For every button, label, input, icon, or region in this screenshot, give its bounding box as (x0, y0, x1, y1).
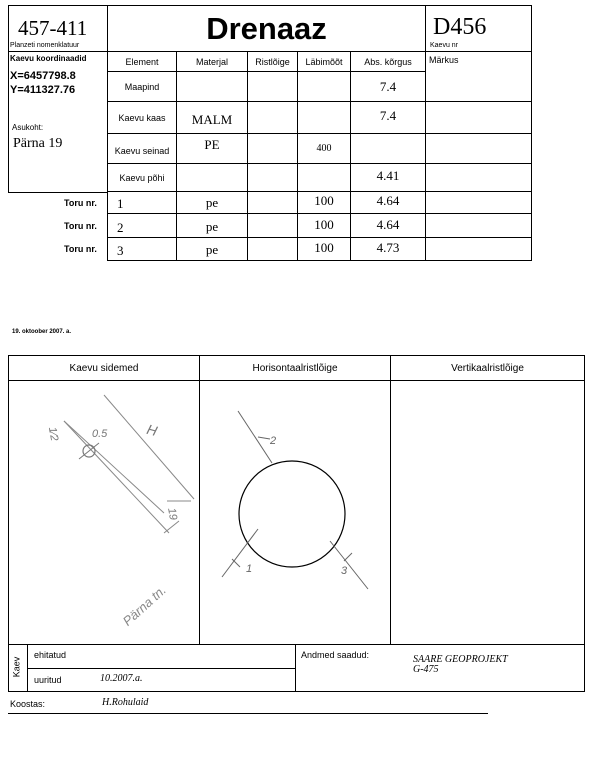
row-element: Kaevu põhi (119, 172, 165, 183)
coord-y: Y=411327.76 (10, 84, 76, 96)
section-horizontal: Horisontaalristlõige (252, 362, 338, 374)
compiled-value: H.Rohulaid (102, 697, 149, 708)
pipe-label: Toru nr. (64, 198, 97, 208)
pipe-elevation: 4.64 (376, 217, 400, 232)
row-element: Kaevu seinad (114, 145, 170, 156)
page-title: Drenaaz (206, 10, 327, 46)
pipe-label: Toru nr. (64, 221, 97, 231)
pipe-number: 3 (117, 243, 124, 258)
pipe-material: pe (205, 219, 219, 234)
row-element: Kaevu kaas (118, 112, 166, 123)
horizontal-section-sketch (200, 381, 390, 643)
coords-label: Kaevu koordinaadid (10, 54, 87, 63)
surveyed-label: uuritud (34, 675, 62, 685)
row-elevation: 4.41 (376, 167, 400, 183)
sketch-street-note: Pärna tn. (119, 582, 170, 629)
pipe-material: pe (205, 242, 219, 257)
col-header-notes: Märkus (429, 55, 459, 65)
sketch-h-note: H (145, 420, 160, 440)
row-material: PE (204, 137, 220, 152)
data-from-code: G-475 (413, 664, 439, 675)
surveyed-value: 10.2007.a. (100, 673, 143, 684)
pipe-elevation: 4.64 (376, 192, 400, 208)
col-header-cross: Ristlõige (255, 56, 290, 67)
well-id-label: Kaevu nr (430, 42, 459, 49)
col-header-diameter: Läbimõõt (305, 56, 343, 67)
location-value: Pärna 19 (13, 136, 63, 151)
row-element: Maapind (124, 81, 160, 92)
pipe-number: 1 (117, 196, 124, 211)
nomenclature-label: Planzeti nomenklatuur (10, 42, 80, 49)
pipe-material: pe (205, 194, 219, 210)
sketch-pipe-3: 3 (341, 565, 348, 577)
section-kaevu-sidemed: Kaevu sidemed (69, 362, 139, 374)
coord-x: X=6457798.8 (10, 70, 76, 82)
row-material: MALM (191, 111, 233, 127)
data-from-label: Andmed saadud: (301, 650, 370, 660)
row-diameter: 400 (316, 143, 332, 154)
pipe-diameter: 100 (314, 217, 334, 232)
sketch-pipe-1: 1 (246, 563, 253, 575)
pipe-elevation: 4.73 (376, 240, 400, 255)
nomenclature-code: 457-411 (18, 16, 88, 40)
built-label: ehitatud (34, 650, 67, 660)
col-header-elevation: Abs. kõrgus (364, 56, 412, 67)
sketch-diameter-note: 0.5 (92, 428, 108, 440)
pipe-label: Toru nr. (64, 244, 97, 254)
col-header-element: Element (125, 56, 159, 67)
kaev-label: Kaev (11, 656, 22, 678)
sketch-pipe-note: 1⁄2 (45, 426, 61, 442)
section-vertical: Vertikaalristlõige (451, 362, 524, 374)
pipe-diameter: 100 (314, 192, 334, 208)
compiled-label: Koostas: (10, 699, 46, 709)
col-header-material: Materjal (195, 56, 228, 67)
well-id: D456 (433, 14, 487, 40)
data-from-value: SAARE GEOPROJEKT (413, 654, 508, 665)
location-label: Asukoht: (12, 123, 44, 132)
pipe-diameter: 100 (314, 240, 334, 255)
sketch-pipe-2: 2 (270, 435, 277, 447)
row-elevation: 7.4 (379, 78, 397, 94)
sketch-distance-note: 19 (165, 506, 180, 522)
date-note: 19. oktoober 2007. a. (12, 329, 72, 335)
pipe-number: 2 (117, 220, 124, 235)
row-elevation: 7.4 (379, 107, 397, 123)
